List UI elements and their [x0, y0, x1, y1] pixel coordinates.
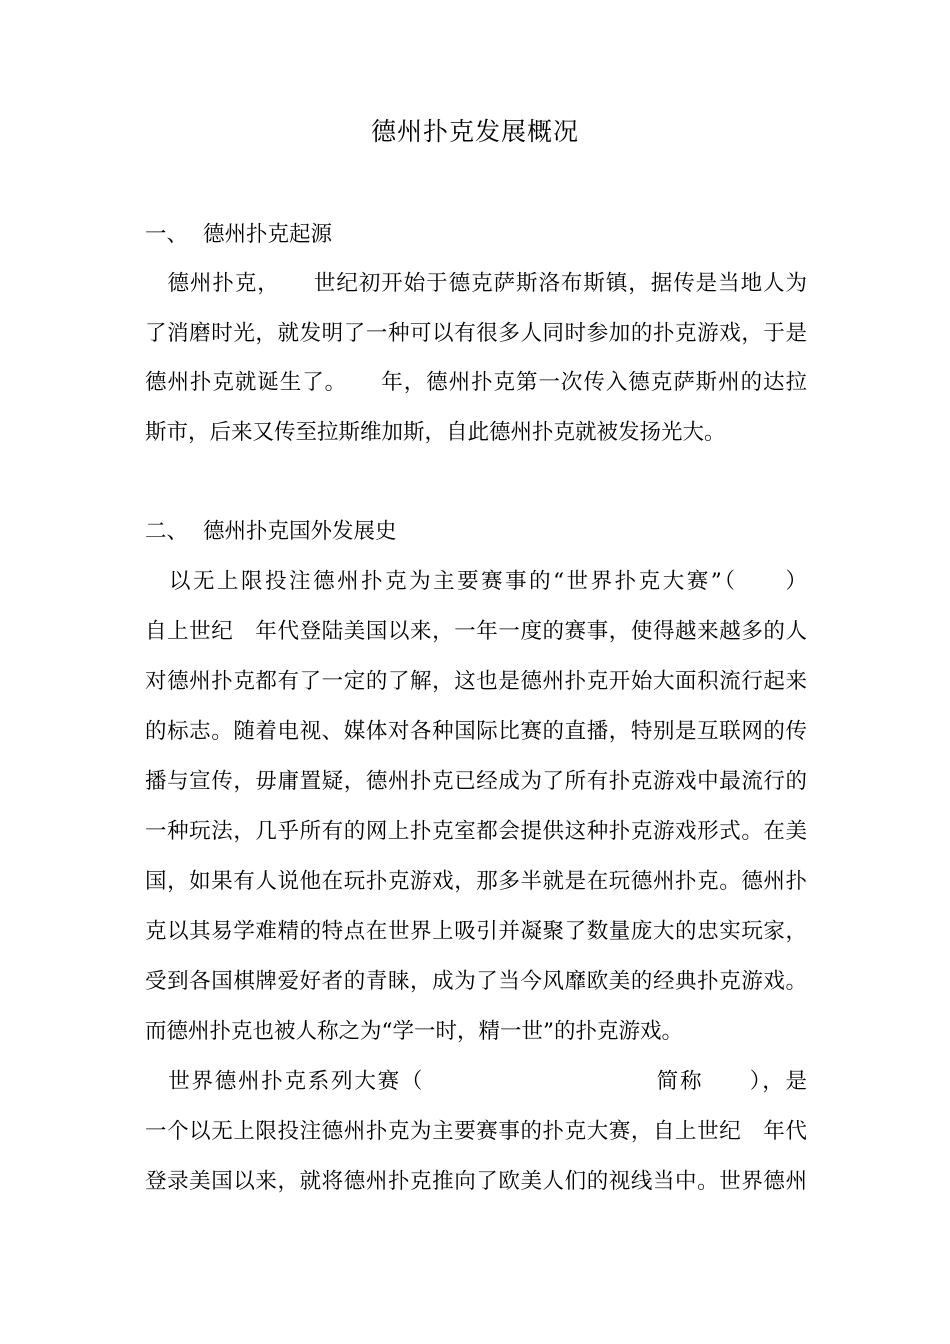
paragraph-line: 播与宣传，毋庸置疑，德州扑克已经成为了所有扑克游戏中最流行的	[145, 769, 807, 794]
section-title: 德州扑克起源	[203, 222, 333, 247]
paragraph-line: 一个以无上限投注德州扑克为主要赛事的扑克大赛，自上世纪 年代	[145, 1119, 807, 1144]
paragraph-line: 而德州扑克也被人称之为“学一时，精一世”的扑克游戏。	[145, 1019, 683, 1044]
paragraph-line: 国，如果有人说他在玩扑克游戏，那多半就是在玩德州扑克。德州扑	[145, 869, 807, 894]
paragraph-line: 的标志。随着电视、媒体对各种国际比赛的直播，特别是互联网的传	[145, 719, 807, 744]
paragraph-line: 德州扑克就诞生了。 年，德州扑克第一次传入德克萨斯州的达拉	[145, 370, 807, 395]
paragraph-line: 世界德州扑克系列大赛（ 简称 ），是	[145, 1069, 807, 1094]
paragraph-line: 登录美国以来，就将德州扑克推向了欧美人们的视线当中。世界德州	[145, 1169, 807, 1194]
paragraph-line: 克以其易学难精的特点在世界上吸引并凝聚了数量庞大的忠实玩家，	[145, 919, 807, 944]
paragraph-line: 德州扑克， 世纪初开始于德克萨斯洛布斯镇，据传是当地人为	[145, 271, 807, 296]
paragraph-line: 一种玩法，几乎所有的网上扑克室都会提供这种扑克游戏形式。在美	[145, 819, 807, 844]
section-number: 二、	[145, 519, 189, 544]
paragraph-line: 斯市，后来又传至拉斯维加斯，自此德州扑克就被发扬光大。	[145, 420, 726, 445]
section-title: 德州扑克国外发展史	[203, 519, 397, 544]
paragraph-line: 了消磨时光，就发明了一种可以有很多人同时参加的扑克游戏，于是	[145, 321, 807, 346]
paragraph-line: 对德州扑克都有了一定的了解，这也是德州扑克开始大面积流行起来	[145, 669, 807, 694]
paragraph-line: 受到各国棋牌爱好者的青睐，成为了当今风靡欧美的经典扑克游戏。	[145, 969, 807, 994]
section-heading-origin	[145, 219, 332, 251]
paragraph-line: 自上世纪 年代登陆美国以来，一年一度的赛事，使得越来越多的人	[145, 619, 807, 644]
paragraph-line: 以无上限投注德州扑克为主要赛事的“世界扑克大赛”（ ）	[145, 569, 807, 594]
section-heading-overseas-history	[145, 516, 397, 548]
document-title: 德州扑克发展概况	[370, 117, 579, 146]
section-number: 一、	[145, 222, 189, 247]
